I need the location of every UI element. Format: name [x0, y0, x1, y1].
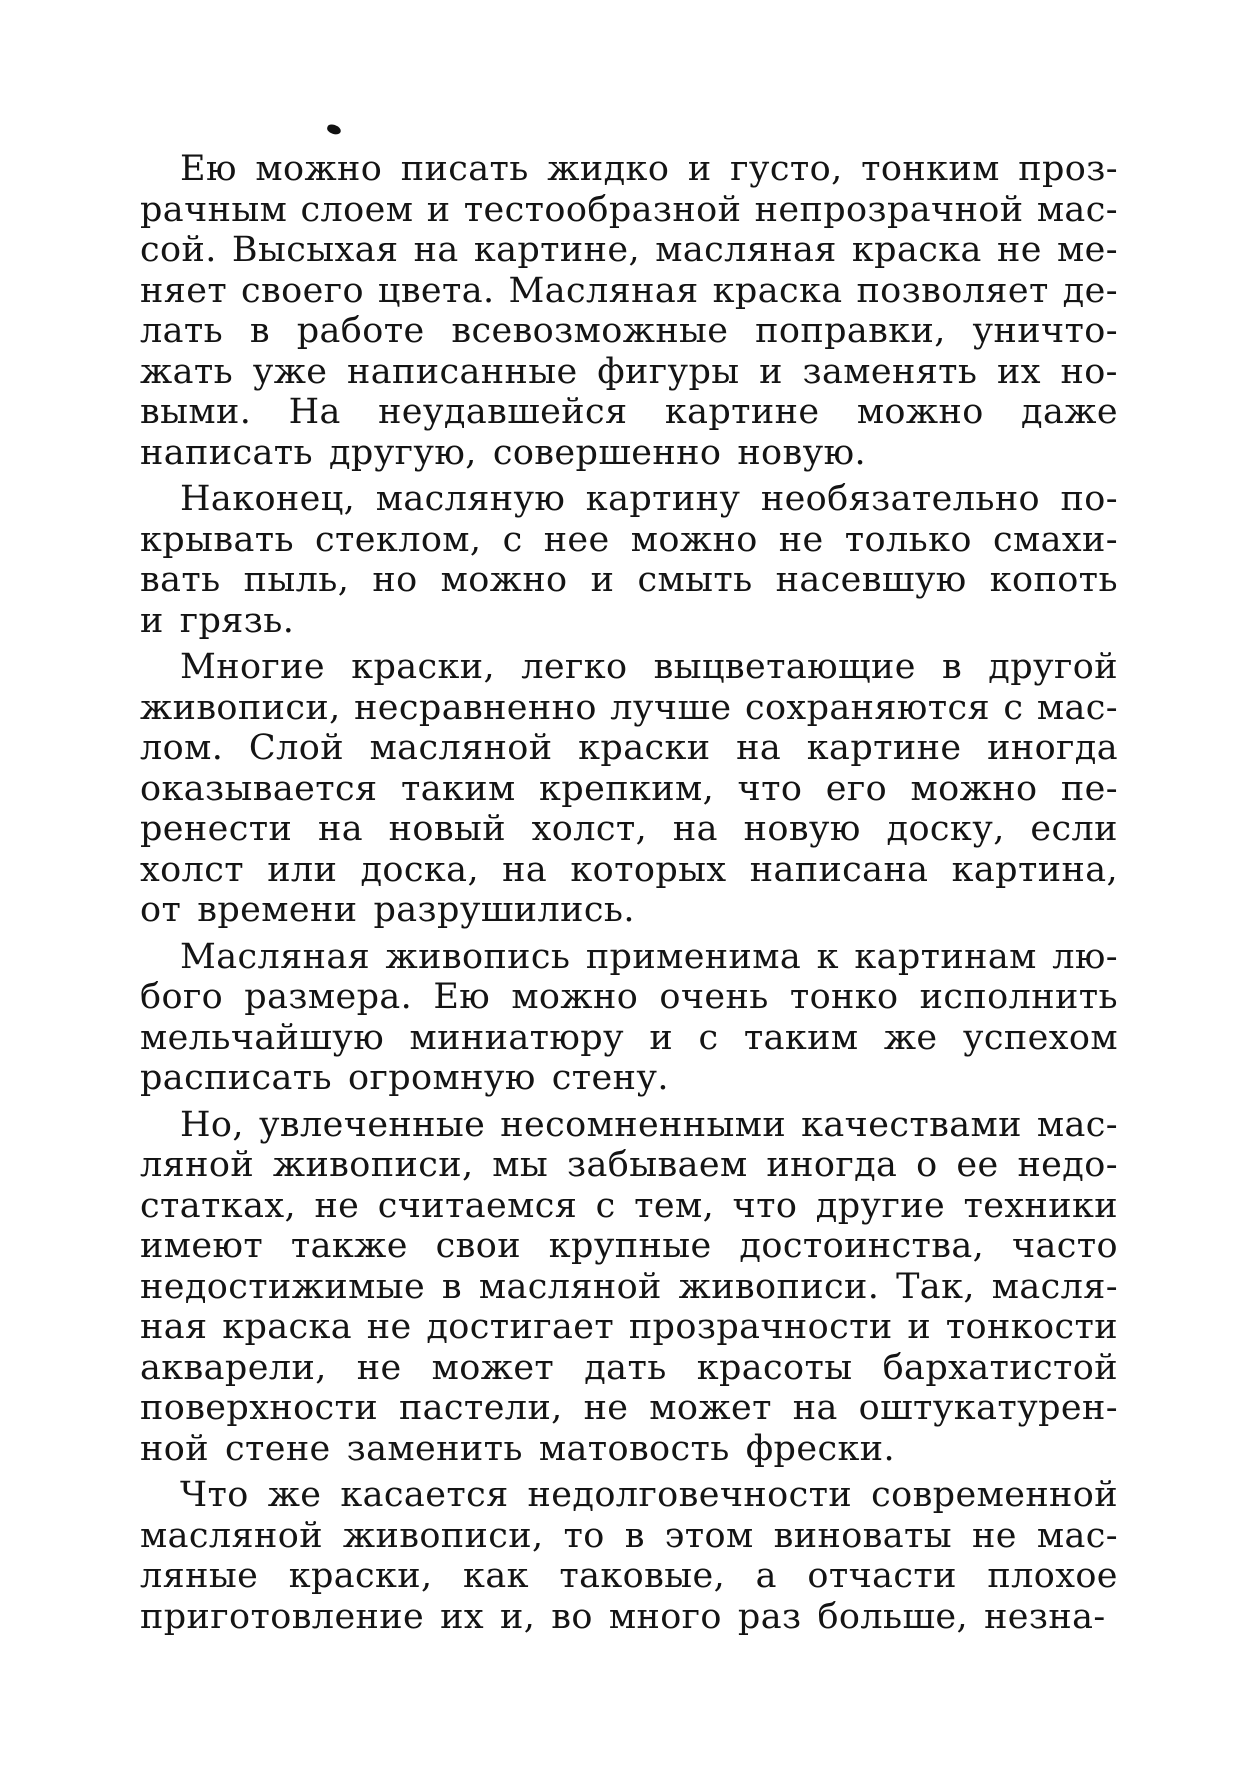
word: мас-: [1036, 1515, 1118, 1556]
word: краска: [222, 1307, 353, 1347]
word: тонким: [861, 149, 1000, 189]
text-line: [140, 850, 1118, 891]
word: касается: [340, 1475, 509, 1515]
paragraph: [140, 149, 1118, 473]
word: что: [737, 768, 803, 809]
word: статках,: [140, 1185, 297, 1226]
word: в: [942, 647, 963, 687]
word: написать: [140, 432, 313, 473]
word: успехом: [962, 1017, 1118, 1058]
word: краски,: [351, 647, 496, 687]
word: что: [732, 1185, 798, 1226]
paragraph: [140, 1475, 1118, 1637]
word: живопись: [385, 936, 571, 977]
text-line: [140, 937, 1118, 978]
word: только: [844, 519, 972, 560]
word: от: [140, 890, 182, 930]
ink-blot: [326, 123, 342, 136]
word: не: [972, 1515, 1017, 1556]
text-line: [140, 977, 1118, 1018]
word: крывать: [140, 519, 294, 560]
word: стену.: [551, 1058, 669, 1098]
word: о: [916, 1145, 938, 1185]
word: очень: [659, 977, 769, 1017]
word: оштукатурен-: [858, 1388, 1118, 1428]
word: заменять: [802, 351, 978, 392]
word: ляной: [140, 1145, 255, 1185]
word: достоинства,: [739, 1226, 985, 1266]
word: масляная: [655, 230, 837, 270]
word: рачным: [140, 189, 288, 230]
word: на: [672, 809, 718, 849]
text-line: [140, 809, 1118, 850]
word: картине: [806, 728, 962, 768]
word: картину: [585, 479, 741, 519]
word: не: [996, 230, 1042, 270]
word: холст,: [531, 809, 648, 849]
word: картине: [664, 392, 820, 432]
text-line: [140, 1475, 1118, 1516]
word: доска,: [360, 849, 479, 890]
text-line: [140, 1597, 1118, 1638]
word: живописи,: [272, 1145, 474, 1185]
word: крепким,: [539, 768, 715, 809]
word: в: [249, 311, 270, 351]
word: уничто-: [972, 311, 1118, 351]
word: времени: [197, 890, 358, 930]
word: по-: [1060, 479, 1118, 519]
word: неудавшейся: [378, 392, 628, 432]
word: масляной: [369, 728, 553, 768]
word: акварели,: [140, 1347, 327, 1388]
word: и: [687, 149, 712, 189]
word: не: [356, 1347, 402, 1388]
word: можно: [856, 392, 984, 432]
body-text: [140, 149, 1118, 1643]
text-line: [140, 1348, 1118, 1389]
word: няет: [140, 270, 228, 311]
word: расписать: [140, 1058, 333, 1098]
word: как: [463, 1556, 529, 1596]
word: то: [563, 1515, 605, 1556]
word: непрозрачной: [754, 189, 1024, 230]
word: краски,: [288, 1556, 433, 1596]
word: Масляная: [180, 936, 371, 977]
text-line: [140, 1267, 1118, 1308]
text-line: [140, 601, 1118, 642]
word: пыль,: [243, 560, 350, 600]
word: считаемся: [377, 1185, 578, 1226]
word: краска: [712, 270, 843, 311]
word: поверхности: [140, 1388, 379, 1428]
word: не: [778, 519, 824, 560]
word: исполнить: [919, 977, 1118, 1017]
word: Масляная: [508, 270, 699, 311]
word: которых: [570, 849, 727, 890]
word: таковые,: [559, 1556, 726, 1596]
text-line: [140, 392, 1118, 433]
word: отчасти: [807, 1556, 957, 1596]
word: приготовление: [140, 1596, 425, 1637]
word: плохое: [987, 1556, 1118, 1596]
word: Высыхая: [231, 230, 399, 270]
word: легко: [521, 647, 628, 687]
text-line: [140, 890, 1118, 931]
word: заменить: [346, 1428, 523, 1469]
word: выцветающие: [653, 647, 916, 687]
text-line: [140, 1516, 1118, 1557]
word: и: [907, 1307, 932, 1347]
word: мас-: [1036, 1104, 1118, 1145]
text-line: [140, 479, 1118, 520]
word: нее: [543, 519, 610, 560]
word: уже: [252, 351, 328, 392]
word: лом.: [140, 728, 224, 768]
word: не: [366, 1307, 412, 1347]
text-line: [140, 230, 1118, 271]
word: живописи,: [140, 687, 341, 728]
word: Так,: [896, 1266, 975, 1307]
word: ляные: [140, 1556, 259, 1596]
word: слоем: [300, 189, 414, 230]
word: картина,: [951, 849, 1118, 890]
word: ной: [140, 1428, 209, 1469]
word: сохраняются: [744, 687, 990, 728]
word: во: [551, 1596, 593, 1637]
text-line: [140, 728, 1118, 769]
word: мас-: [1036, 189, 1118, 230]
word: на: [502, 849, 548, 890]
word: Ею: [180, 149, 237, 189]
word: пастели,: [398, 1388, 563, 1428]
word: стеклом,: [315, 519, 482, 560]
word: матовость: [538, 1428, 730, 1469]
word: с: [698, 1017, 719, 1058]
word: современной: [871, 1475, 1118, 1515]
text-line: [140, 560, 1118, 601]
word: масляной: [140, 1515, 323, 1556]
word: масляную: [375, 479, 566, 519]
word: больше,: [817, 1596, 969, 1637]
word: тонко: [789, 977, 899, 1017]
word: и: [759, 351, 783, 392]
word: де-: [1062, 270, 1118, 311]
text-line: [140, 190, 1118, 231]
word: может: [431, 1347, 555, 1388]
word: же: [883, 1017, 938, 1058]
word: недо-: [1017, 1145, 1118, 1185]
text-line: [140, 1058, 1118, 1099]
word: другую,: [328, 432, 477, 473]
word: смыть: [637, 560, 753, 600]
word: фрески.: [745, 1428, 895, 1469]
word: огромную: [348, 1058, 536, 1098]
text-line: [140, 520, 1118, 561]
word: или: [267, 849, 338, 890]
word: смахи-: [992, 519, 1118, 560]
word: Что: [180, 1475, 249, 1515]
word: крупные: [548, 1226, 712, 1266]
word: бархатистой: [882, 1347, 1118, 1388]
text-line: [140, 271, 1118, 312]
word: новую.: [737, 432, 867, 473]
word: работе: [296, 311, 425, 351]
word: много: [608, 1596, 722, 1637]
text-line: [140, 647, 1118, 688]
text-line: [140, 1307, 1118, 1348]
word: мас-: [1036, 687, 1118, 728]
word: насевшую: [775, 560, 967, 600]
text-line: [140, 769, 1118, 810]
word: и: [590, 560, 615, 600]
word: жать: [140, 351, 234, 392]
word: Но,: [180, 1104, 244, 1145]
word: своего: [241, 270, 364, 311]
word: с: [595, 1185, 616, 1226]
text-line: [140, 433, 1118, 474]
word: иногда: [987, 728, 1118, 768]
word: другие: [815, 1185, 946, 1226]
word: несомненными: [500, 1104, 787, 1145]
text-line: [140, 311, 1118, 352]
word: масля-: [991, 1266, 1118, 1307]
word: на: [792, 1388, 838, 1428]
word: пе-: [1060, 768, 1118, 809]
word: оказывается: [140, 768, 378, 809]
word: увлеченные: [258, 1104, 486, 1145]
word: красоты: [696, 1347, 853, 1388]
word: свои: [435, 1226, 521, 1266]
word: несравненно: [354, 687, 597, 728]
word: новый: [388, 809, 506, 849]
word: поправки,: [755, 311, 946, 351]
word: достигает: [426, 1307, 615, 1347]
text-line: [140, 1388, 1118, 1429]
word: их: [440, 1596, 484, 1637]
word: качествами: [801, 1104, 1022, 1145]
word: Слой: [248, 728, 344, 768]
word: может: [649, 1388, 772, 1428]
text-line: [140, 1556, 1118, 1597]
word: и: [649, 1017, 674, 1058]
word: живописи.: [678, 1266, 880, 1307]
word: холст: [140, 849, 245, 890]
word: недолговечности: [527, 1475, 853, 1515]
word: можно: [910, 768, 1038, 809]
word: Многие: [180, 647, 326, 687]
word: тестообразной: [463, 189, 742, 230]
word: фигуры: [597, 351, 740, 392]
word: можно: [255, 149, 383, 189]
word: Наконец,: [180, 479, 356, 519]
word: совершенно: [492, 432, 722, 473]
word: дать: [584, 1347, 667, 1388]
word: миниатюру: [409, 1017, 625, 1058]
word: можно: [630, 519, 758, 560]
word: применима: [585, 936, 802, 977]
word: краска: [851, 230, 982, 270]
word: прозрачности: [628, 1307, 893, 1347]
word: копоть: [989, 560, 1118, 600]
word: масляной: [478, 1266, 662, 1307]
word: виноваты: [773, 1515, 953, 1556]
word: не: [314, 1185, 360, 1226]
word: жидко: [547, 149, 670, 189]
word: и,: [500, 1596, 536, 1637]
word: всевозможные: [451, 311, 729, 351]
word: раз: [737, 1596, 802, 1637]
word: но: [372, 560, 418, 600]
paragraph: [140, 647, 1118, 931]
word: с: [1003, 687, 1024, 728]
word: грязь.: [179, 600, 295, 641]
word: лать: [140, 311, 224, 351]
word: на: [736, 728, 782, 768]
word: их: [997, 351, 1041, 392]
word: таким: [743, 1017, 859, 1058]
word: цвета.: [377, 270, 495, 311]
word: размера.: [244, 977, 413, 1017]
word: выми.: [140, 392, 252, 432]
word: можно: [440, 560, 568, 600]
word: бого: [140, 977, 224, 1017]
word: иногда: [766, 1145, 898, 1185]
word: новую: [743, 809, 861, 849]
word: густо,: [730, 149, 843, 189]
word: техники: [963, 1185, 1118, 1226]
word: мы: [492, 1145, 549, 1185]
word: разрушились.: [373, 890, 635, 930]
word: ме-: [1057, 230, 1118, 270]
word: тонкости: [945, 1307, 1118, 1347]
word: в: [441, 1266, 463, 1307]
word: таким: [400, 768, 516, 809]
word: и: [426, 189, 451, 230]
text-line: [140, 352, 1118, 393]
word: лучше: [610, 687, 732, 728]
word: ренести: [140, 809, 293, 849]
word: не: [583, 1388, 629, 1428]
paragraph: [140, 479, 1118, 641]
word: вать: [140, 560, 221, 600]
word: необязательно: [760, 479, 1041, 519]
word: проз-: [1018, 149, 1118, 189]
word: написанные: [347, 351, 578, 392]
word: незна-: [984, 1596, 1106, 1637]
word: недостижимые: [140, 1266, 426, 1307]
word: также: [290, 1226, 408, 1266]
text-line: [140, 149, 1118, 190]
word: а: [755, 1556, 777, 1596]
text-line: [140, 1226, 1118, 1267]
text-line: [140, 1145, 1118, 1186]
word: картине,: [473, 230, 641, 270]
paragraph: [140, 937, 1118, 1099]
word: на: [317, 809, 363, 849]
word: но-: [1060, 351, 1118, 392]
word: забываем: [567, 1145, 748, 1185]
text-line: [140, 688, 1118, 729]
word: в: [624, 1515, 645, 1556]
word: писать: [400, 149, 529, 189]
text-line: [140, 1429, 1118, 1470]
word: если: [1030, 809, 1118, 849]
word: и: [140, 600, 164, 641]
word: краски: [578, 728, 711, 768]
word: его: [825, 768, 888, 809]
word: даже: [1021, 392, 1118, 432]
word: тем,: [634, 1185, 715, 1226]
word: стене: [224, 1428, 331, 1469]
word: мельчайшую: [140, 1017, 385, 1058]
word: можно: [511, 977, 639, 1017]
word: На: [288, 392, 341, 432]
word: ная: [140, 1307, 208, 1347]
word: доску,: [886, 809, 1005, 849]
word: часто: [1011, 1226, 1118, 1266]
word: живописи,: [342, 1515, 544, 1556]
word: лю-: [1052, 936, 1118, 977]
text-line: [140, 1186, 1118, 1227]
word: на: [413, 230, 459, 270]
word: картинам: [854, 936, 1037, 977]
word: же: [267, 1475, 322, 1515]
word: имеют: [140, 1226, 264, 1266]
word: написана: [749, 849, 929, 890]
text-line: [140, 1105, 1118, 1146]
paragraph: [140, 1105, 1118, 1470]
word: другой: [988, 647, 1118, 687]
word: сой.: [140, 230, 217, 270]
word: ее: [956, 1145, 999, 1185]
word: с: [502, 519, 523, 560]
word: позволяет: [856, 270, 1049, 311]
word: Ею: [433, 977, 491, 1017]
word: этом: [664, 1515, 754, 1556]
word: к: [816, 936, 839, 977]
text-line: [140, 1018, 1118, 1059]
